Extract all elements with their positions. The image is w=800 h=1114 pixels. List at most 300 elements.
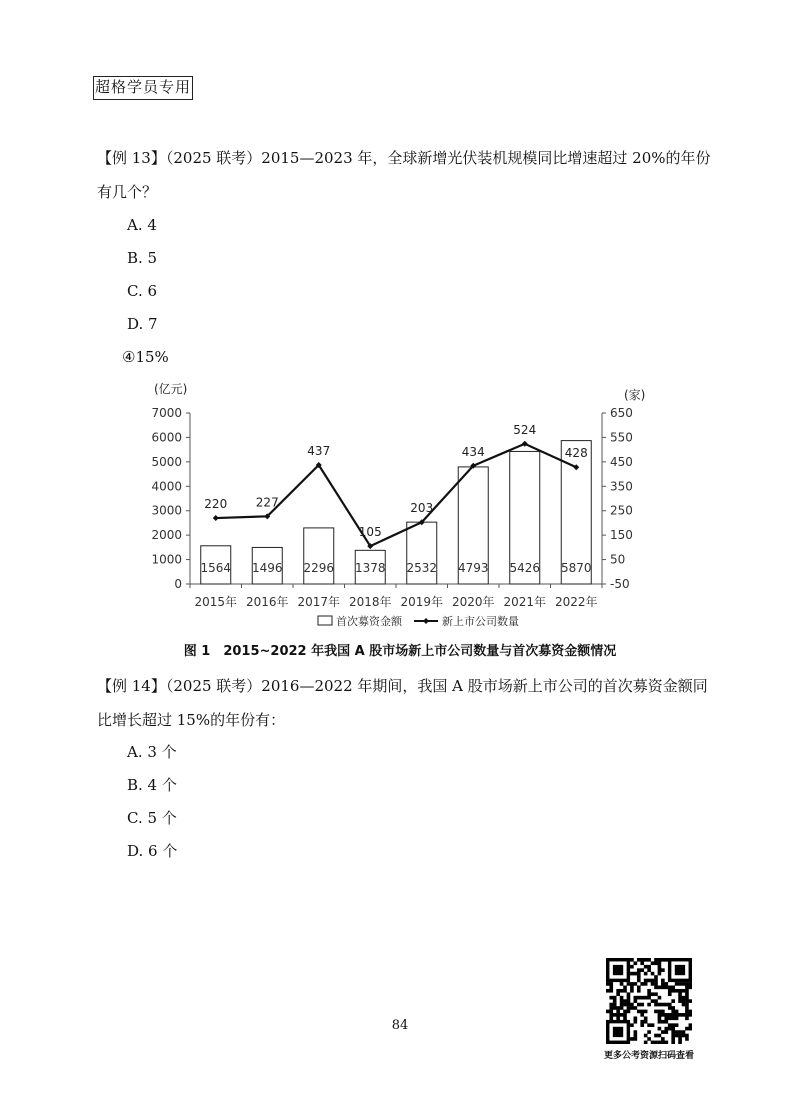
ipo-chart [140,375,660,655]
line-value-label: 434 [461,444,485,459]
qr-module [654,1034,658,1038]
qr-module [661,958,665,962]
qr-module [609,1003,613,1007]
qr-module [678,1030,682,1034]
qr-module [654,992,658,996]
qr-module [640,958,644,962]
x-tick-label: 2017年 [297,595,341,609]
left-tick-label: 7000 [151,406,182,420]
qr-module [671,1023,675,1027]
qr-module [658,996,662,1000]
qr-module [654,961,658,965]
bar-value-label: 1564 [200,561,232,575]
qr-module [637,975,641,979]
qr-module [637,986,641,990]
qr-module [658,1027,662,1031]
qr-finder-inner [613,1027,623,1037]
qr-module [685,986,689,990]
qr-module [637,979,641,983]
qr-module [671,1027,675,1031]
qr-module [640,1003,644,1007]
line-point [213,515,219,521]
qr-module [644,972,648,976]
qr-module [627,982,631,986]
qr-module [644,979,648,983]
qr-module [689,982,692,986]
qr-module [630,972,634,976]
right-axis-title: (家) [624,388,646,402]
qr-module [658,1041,662,1044]
qr-module [644,1010,648,1014]
qr-module [668,1016,672,1020]
qr-module [634,1030,638,1034]
qr-module [664,982,668,986]
qr-module [654,999,658,1003]
qr-module [658,1010,662,1014]
qr-module [651,979,655,983]
qr-module [678,989,682,993]
bar-value-label: 1378 [354,561,386,575]
bar-value-label: 5426 [509,561,541,575]
qr-module [675,1010,679,1014]
qr-module [623,1013,627,1017]
qr-module [678,996,682,1000]
qr-module [671,1016,675,1020]
qr-module [613,1003,617,1007]
qr-module [685,996,689,1000]
qr-module [634,961,638,965]
qr-module [654,1003,658,1007]
qr-module [664,986,668,990]
qr-module [685,1027,689,1031]
qr-module [668,1013,672,1017]
qr-module [623,1016,627,1020]
left-tick-label: 2000 [151,528,182,543]
qr-module [675,1030,679,1034]
qr-module [637,1010,641,1014]
qr-module [668,989,672,993]
qr-module [685,992,689,996]
qr-module [675,982,679,986]
qr-module [682,996,686,1000]
qr-module [644,1020,648,1024]
legend-line-label: 新上市公司数量 [442,615,519,628]
line-value-label: 227 [255,495,279,510]
right-tick-label: 350 [610,479,633,494]
qr-module [685,1034,689,1038]
question-14-line-2: 比增长超过 15%的年份有： [97,711,286,729]
qr-module [613,1013,617,1017]
qr-module [630,1006,634,1010]
qr-module [682,1034,686,1038]
section-marker: ④15% [122,348,169,366]
qr-module [678,1037,682,1041]
qr-module [668,1023,672,1027]
qr-module [689,1010,692,1014]
qr-module [678,1041,682,1044]
left-tick-label: 6000 [151,430,182,445]
qr-module [630,989,634,993]
qr-module [609,1010,613,1014]
left-tick-label: 1000 [151,552,182,567]
qr-module [651,972,655,976]
qr-module [689,986,692,990]
line-value-label: 220 [204,497,228,512]
qr-module [616,1006,620,1010]
bar [304,528,334,584]
qr-finder-inner [613,965,623,975]
qr-module [668,992,672,996]
qr-module [668,1006,672,1010]
qr-module [637,958,641,962]
line-value-label: 105 [358,525,382,540]
qr-module [647,1003,651,1007]
qr-module [661,986,665,990]
left-tick-label: 4000 [151,479,182,494]
qr-module [682,1013,686,1017]
qr-module [637,996,641,1000]
qr-module [630,982,634,986]
qr-module [678,1013,682,1017]
qr-module [644,1041,648,1044]
qr-module [616,1010,620,1014]
qr-module [613,999,617,1003]
question-13-line-1: 【例 13】（2025 联考）2015—2023 年，全球新增光伏装机规模同比增速超过 20%的年份 [97,149,711,167]
qr-module [654,1010,658,1014]
qr-module [647,968,651,972]
qr-module [647,958,651,962]
qr-module [644,965,648,969]
qr-module [664,1003,668,1007]
qr-module [623,989,627,993]
qr-module [685,989,689,993]
qr-module [689,1013,692,1017]
qr-module [627,1006,631,1010]
qr-module [644,958,648,962]
x-tick-label: 2022年 [554,595,598,609]
qr-module [651,961,655,965]
qr-module [682,982,686,986]
qr-module [609,1006,613,1010]
qr-module [620,1003,624,1007]
qr-module [647,996,651,1000]
qr-module [689,999,692,1003]
qr-module [675,1016,679,1020]
question-14-option-a: A. 3 个 [127,743,177,761]
qr-module [671,999,675,1003]
right-tick-label: 550 [610,430,633,445]
qr-module [661,982,665,986]
qr-module [620,1013,624,1017]
qr-module [620,999,624,1003]
qr-module [620,989,624,993]
question-13-option-d: D. 7 [127,315,158,333]
qr-module [658,968,662,972]
qr-module [647,1037,651,1041]
qr-module [647,989,651,993]
qr-module [640,1020,644,1024]
qr-module [623,1003,627,1007]
qr-module [623,1010,627,1014]
qr-module [634,1034,638,1038]
right-tick-label: 450 [610,454,633,469]
stamp-label: 超格学员专用 [93,76,193,100]
qr-module [661,1030,665,1034]
qr-module [640,968,644,972]
qr-module [640,961,644,965]
x-tick-label: 2019年 [400,595,444,609]
qr-module [630,965,634,969]
qr-module [661,979,665,983]
qr-module [613,996,617,1000]
qr-module [685,982,689,986]
qr-module [671,1030,675,1034]
qr-module [654,1041,658,1044]
qr-module [609,1013,613,1017]
left-tick-label: 0 [174,577,182,591]
qr-module [640,996,644,1000]
qr-module [671,1041,675,1044]
qr-module [654,982,658,986]
question-14-line-1: 【例 14】（2025 联考）2016—2022 年期间，我国 A 股市场新上市公司的首次募资金额同 [97,677,708,695]
qr-module [668,1027,672,1031]
qr-module [609,986,613,990]
qr-module [658,1003,662,1007]
qr-module [616,1013,620,1017]
qr-module [627,1010,631,1014]
qr-module [682,999,686,1003]
qr-module [634,1006,638,1010]
qr-module [644,982,648,986]
line-value-label: 203 [410,501,434,516]
line-value-label: 428 [564,446,588,461]
qr-module [609,982,613,986]
qr-module [630,1003,634,1007]
qr-module [630,1037,634,1041]
qr-module [671,986,675,990]
qr-module [685,1016,689,1020]
bar-value-label: 5870 [560,561,592,575]
qr-module [685,999,689,1003]
qr-module [664,1016,668,1020]
qr-module [661,968,665,972]
qr-module [654,958,658,962]
right-tick-label: 150 [610,528,633,543]
right-tick-label: 650 [610,406,633,420]
qr-module [651,1023,655,1027]
left-tick-label: 5000 [151,454,182,469]
question-13-line-2: 有几个？ [97,183,158,201]
qr-module [675,1023,679,1027]
qr-module [671,1037,675,1041]
qr-module [634,982,638,986]
question-14-option-b: B. 4 个 [127,776,177,794]
figure-caption: 图 1 2015~2022 年我国 A 股市场新上市公司数量与首次募资金额情况 [183,644,617,659]
qr-module [682,989,686,993]
question-14-option-c: C. 5 个 [127,809,177,827]
bar-value-label: 1496 [251,561,283,575]
qr-module [664,1030,668,1034]
qr-module [627,1003,631,1007]
x-tick-label: 2018年 [348,595,392,609]
qr-module [634,999,638,1003]
question-13-option-c: C. 6 [127,282,158,300]
qr-module [613,1006,617,1010]
qr-module [658,961,662,965]
qr-module [658,986,662,990]
qr-module [634,1037,638,1041]
qr-module [630,1023,634,1027]
x-tick-label: 2016年 [245,595,289,609]
qr-module [664,1013,668,1017]
qr-module [685,1003,689,1007]
qr-module [623,986,627,990]
qr-module [651,999,655,1003]
qr-module [661,1003,665,1007]
qr-module [661,1041,665,1044]
qr-module [671,1013,675,1017]
left-axis-title: (亿元) [154,382,188,396]
right-tick-label: 50 [610,552,626,567]
qr-module [671,1034,675,1038]
qr-module [644,1034,648,1038]
qr-module [609,1016,613,1020]
qr-module [664,1020,668,1024]
legend-bar-swatch [318,616,332,625]
qr-module [637,1003,641,1007]
qr-module [682,1003,686,1007]
qr-module [644,1016,648,1020]
qr-module [671,1010,675,1014]
qr-module [661,1020,665,1024]
qr-module [661,1013,665,1017]
question-13-option-a: A. 4 [127,216,157,234]
qr-module [658,965,662,969]
qr-module [647,979,651,983]
qr-module [668,1003,672,1007]
qr-module [682,1030,686,1034]
qr-module [664,1027,668,1031]
qr-module [685,1037,689,1041]
qr-module [630,958,634,962]
qr-module [678,992,682,996]
qr-module [634,996,638,1000]
qr-module [664,958,668,962]
right-tick-label: -50 [610,577,630,591]
question-13-option-b: B. 5 [127,249,158,267]
page-number: 84 [391,1018,409,1033]
qr-module [637,968,641,972]
qr-module [689,1027,692,1031]
qr-module [616,992,620,996]
qr-code[interactable] [606,958,692,1044]
qr-module [671,1006,675,1010]
qr-module [620,982,624,986]
left-tick-label: 3000 [151,503,182,518]
qr-module [644,996,648,1000]
qr-module [640,1010,644,1014]
qr-module [609,989,613,993]
qr-module [678,1034,682,1038]
qr-module [620,1006,624,1010]
qr-module [664,1041,668,1044]
qr-module [616,1016,620,1020]
qr-module [685,1010,689,1014]
line-value-label: 524 [513,422,537,437]
qr-module [606,982,610,986]
qr-module [668,986,672,990]
qr-module [647,1023,651,1027]
qr-module [627,996,631,1000]
bar-value-label: 2296 [303,561,335,575]
qr-module [651,992,655,996]
bar-value-label: 2532 [406,561,438,575]
line-value-label: 437 [307,444,331,459]
qr-caption: 更多公考资源扫码查看 [603,1051,694,1061]
question-14-option-d: D. 6 个 [127,842,178,860]
qr-module [661,1010,665,1014]
qr-module [685,1013,689,1017]
qr-finder-inner [675,965,685,975]
qr-module [658,1020,662,1024]
qr-module [640,1023,644,1027]
qr-module [654,986,658,990]
bar-value-label: 4793 [457,561,489,575]
qr-module [627,992,631,996]
qr-module [675,1013,679,1017]
qr-module [658,972,662,976]
qr-module [661,1037,665,1041]
qr-module [640,982,644,986]
qr-module [627,999,631,1003]
legend-line-marker [423,618,429,624]
qr-module [658,1013,662,1017]
qr-module [630,986,634,990]
qr-module [606,989,610,993]
qr-module [634,972,638,976]
qr-module [623,999,627,1003]
x-tick-label: 2021年 [503,595,547,609]
legend-bar-label: 首次募资金额 [336,615,402,628]
qr-module [658,958,662,962]
qr-module [634,1016,638,1020]
qr-module [647,965,651,969]
qr-module [637,989,641,993]
qr-module [654,979,658,983]
x-tick-label: 2015年 [194,595,238,609]
qr-module [647,992,651,996]
qr-module [675,989,679,993]
x-tick-label: 2020年 [451,595,495,609]
qr-module [616,989,620,993]
qr-module [678,999,682,1003]
qr-module [651,1041,655,1044]
qr-module [606,1010,610,1014]
qr-module [658,1034,662,1038]
qr-module [647,1030,651,1034]
qr-module [685,1006,689,1010]
qr-module [689,1023,692,1027]
qr-module [678,982,682,986]
qr-module [675,1034,679,1038]
qr-module [609,996,613,1000]
qr-module [620,996,624,1000]
qr-module [640,1013,644,1017]
right-tick-label: 250 [610,503,633,518]
qr-module [637,972,641,976]
qr-module [671,989,675,993]
qr-module [634,1020,638,1024]
